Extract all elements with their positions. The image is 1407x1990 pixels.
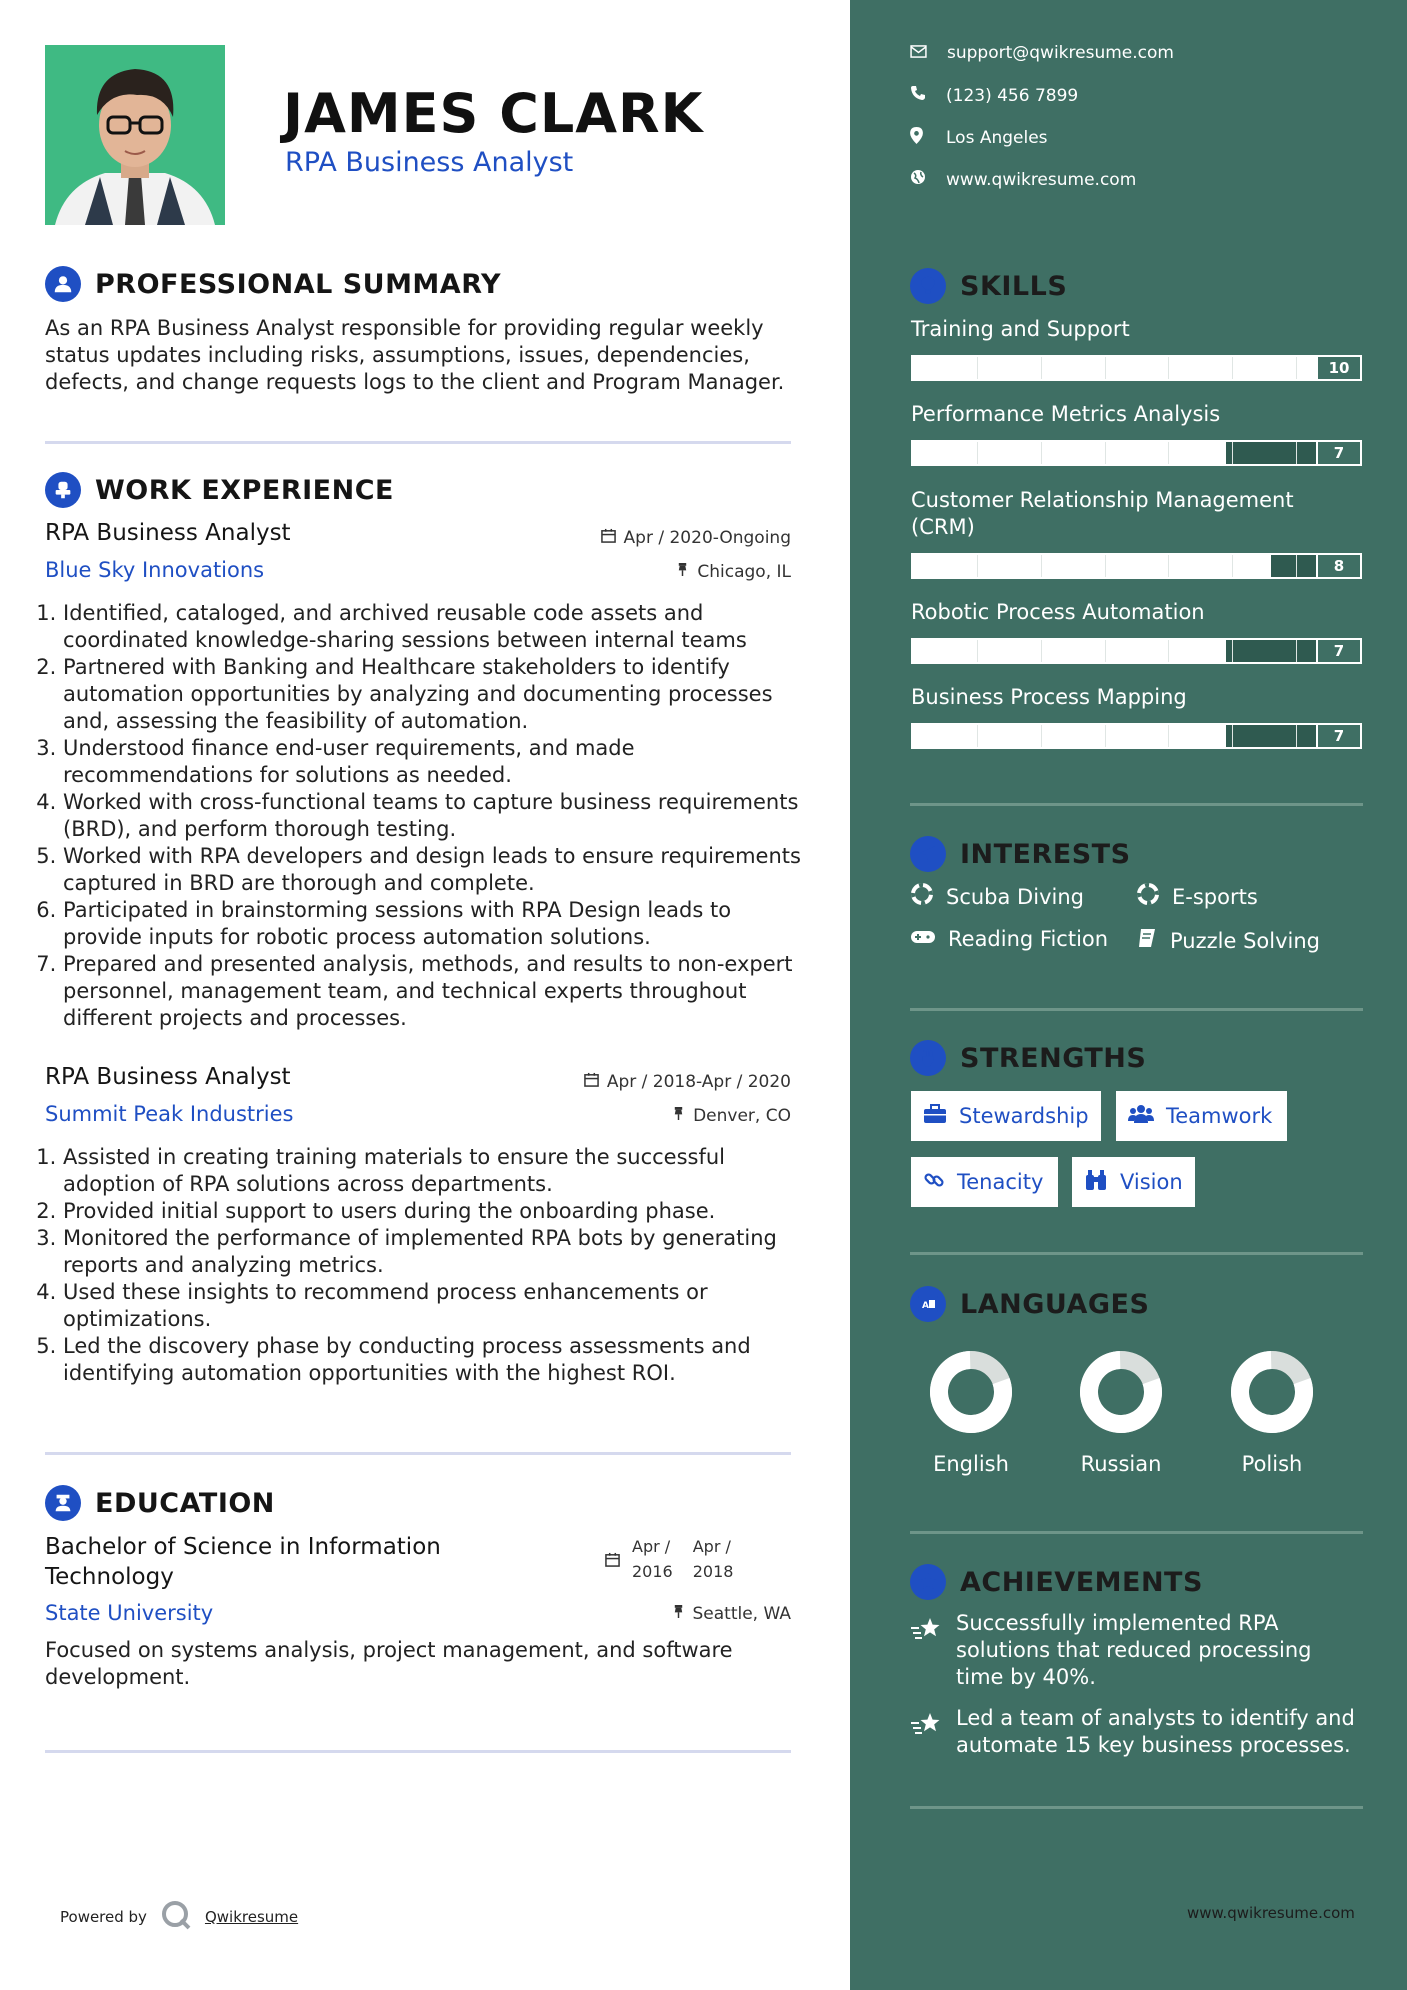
list-item: 4. Used these insights to recommend process enhancements or optimizations. — [63, 1279, 813, 1333]
skill-bar-segment — [1105, 555, 1106, 577]
skill-bar-segment — [977, 725, 978, 747]
job-title: RPA Business Analyst — [45, 520, 291, 546]
sidebar-divider — [910, 1252, 1363, 1255]
envelope-icon — [910, 43, 927, 63]
skill-bar-fill — [913, 640, 1226, 662]
job-bullets — [45, 1144, 813, 1387]
svg-text:A: A — [922, 1301, 929, 1311]
skill-bar-segment — [1232, 357, 1233, 379]
job-bullets — [45, 600, 813, 1032]
sidebar-divider — [910, 803, 1363, 806]
users-icon — [1128, 1104, 1154, 1129]
binoculars-icon — [1084, 1169, 1108, 1196]
skill-level: 8 — [1316, 555, 1360, 577]
raised-fist-icon — [910, 1040, 946, 1076]
skill-bar — [911, 723, 1362, 749]
skill-bar-segment — [1168, 442, 1169, 464]
interest-item — [910, 882, 1084, 911]
skill-bar-segment — [1041, 357, 1042, 379]
section-divider — [45, 1452, 791, 1455]
strengths-header — [910, 1040, 1146, 1076]
lifebuoy-icon — [1136, 882, 1160, 911]
language-donut — [928, 1349, 1014, 1435]
list-item: 3. Monitored the performance of implemented RPA bots by generating reports and analyzing metrics. — [63, 1225, 813, 1279]
skill-bar-segment — [1168, 640, 1169, 662]
skill-bar-segment — [1168, 725, 1169, 747]
powered-by — [60, 1900, 298, 1934]
skill-bar-segment — [977, 640, 978, 662]
skill-bar-segment — [1296, 640, 1297, 662]
list-item: 5. Worked with RPA developers and design leads to ensure requirements captured in BRD are thorough and complete. — [63, 843, 813, 897]
skill-label: Training and Support — [911, 317, 1130, 341]
skill-bar-segment — [1296, 357, 1297, 379]
edu-end-year: 2018 — [692, 1562, 734, 1581]
pin-icon — [672, 1106, 685, 1126]
strength-chip — [911, 1157, 1058, 1207]
list-item: 5. Led the discovery phase by conducting process assessments and identifying automation opportunities with the highest ROI. — [63, 1333, 813, 1387]
website-text: www.qwikresume.com — [946, 169, 1137, 190]
job-location-text: Chicago, IL — [697, 562, 791, 582]
skill-bar-segment — [1296, 442, 1297, 464]
interest-label: Reading Fiction — [948, 927, 1109, 951]
candidate-name: JAMES CLARK — [283, 82, 704, 145]
map-pin-icon — [910, 127, 923, 149]
list-item: 2. Provided initial support to users during the onboarding phase. — [63, 1198, 813, 1225]
summary-title: PROFESSIONAL SUMMARY — [95, 268, 502, 300]
list-item: 6. Participated in brainstorming sessions with RPA Design leads to provide inputs for robotic process automation solutions. — [63, 897, 813, 951]
skills-title: SKILLS — [960, 270, 1068, 302]
shooting-star-icon — [910, 1711, 942, 1759]
strength-chip — [911, 1091, 1101, 1141]
job-dates — [601, 528, 791, 548]
strength-label: Vision — [1120, 1170, 1183, 1194]
skill-bar-segment — [1105, 725, 1106, 747]
skill-bar-segment — [1041, 555, 1042, 577]
list-item: 1. Identified, cataloged, and archived reusable code assets and coordinated knowledge-sharing sessions between internal teams — [63, 600, 813, 654]
achievement-item — [910, 1705, 1366, 1759]
skill-bar-fill — [913, 442, 1226, 464]
qwikresume-logo-icon — [161, 1900, 191, 1934]
skill-bar-segment — [1105, 640, 1106, 662]
list-item: 4. Worked with cross-functional teams to capture business requirements (BRD), and perform thorough testing. — [63, 789, 813, 843]
skill-bar-segment — [1105, 357, 1106, 379]
job-title: RPA Business Analyst — [45, 1064, 291, 1090]
skill-label: Customer Relationship Management (CRM) — [911, 488, 1294, 539]
company-name: Blue Sky Innovations — [45, 558, 265, 582]
edu-start-month: Apr / — [632, 1537, 671, 1556]
skill-level: 7 — [1316, 442, 1360, 464]
list-item: 1. Assisted in creating training materials to ensure the successful adoption of RPA solutions across departments. — [63, 1144, 813, 1198]
section-divider — [45, 441, 791, 444]
list-item: 2. Partnered with Banking and Healthcare stakeholders to identify automation opportunities by analyzing and documenting processes and, assessing the feasibility of automation. — [63, 654, 813, 735]
strengths-title: STRENGTHS — [960, 1042, 1147, 1074]
skill-bar — [911, 440, 1362, 466]
summary-text: As an RPA Business Analyst responsible for providing regular weekly status updates including risks, assumptions, issues, dependencies, defects, and change requests logs to the client and Program Manager. — [45, 316, 785, 394]
job-dates-text: Apr / 2020-Ongoing — [623, 528, 791, 548]
strength-label: Teamwork — [1166, 1104, 1273, 1128]
language-label: English — [933, 1452, 1009, 1476]
skill-bar-fill — [913, 725, 1226, 747]
achievement-text: Successfully implemented RPA solutions that reduced processing time by 40%. — [956, 1611, 1312, 1689]
email-text: support@qwikresume.com — [947, 43, 1174, 63]
candidate-role: RPA Business Analyst — [285, 147, 574, 178]
skill-bar-segment — [1105, 442, 1106, 464]
skill-bar-segment — [977, 555, 978, 577]
sidebar-divider — [910, 1531, 1363, 1534]
language-donut — [1229, 1349, 1315, 1435]
degree: Bachelor of Science in Information Technology — [45, 1534, 441, 1590]
job-dates-text: Apr / 2018-Apr / 2020 — [606, 1072, 791, 1092]
skill-bar-segment — [1296, 725, 1297, 747]
skill-level: 10 — [1316, 357, 1360, 379]
interest-item — [1136, 927, 1320, 954]
strength-chip — [1116, 1091, 1287, 1141]
link-icon — [923, 1169, 945, 1196]
powered-by-label: Powered by — [60, 1908, 147, 1926]
achievements-title: ACHIEVEMENTS — [960, 1566, 1203, 1598]
strength-label: Tenacity — [957, 1170, 1044, 1194]
language-icon — [910, 1286, 946, 1322]
skill-bar-segment — [1041, 640, 1042, 662]
list-item: 3. Understood finance end-user requirements, and made recommendations for solutions as needed. — [63, 735, 813, 789]
graduate-icon — [45, 1485, 81, 1521]
skill-bar-segment — [1232, 725, 1233, 747]
skill-bar-segment — [1296, 555, 1297, 577]
interest-label: Scuba Diving — [946, 884, 1084, 909]
skill-bar-segment — [1232, 640, 1233, 662]
summary-header — [45, 266, 501, 302]
skill-level: 7 — [1316, 640, 1360, 662]
skill-bar-segment — [1168, 555, 1169, 577]
language-label: Polish — [1241, 1452, 1303, 1476]
briefcase-icon — [923, 1104, 947, 1129]
contact-location — [910, 127, 1048, 149]
languages-title: LANGUAGES — [960, 1288, 1150, 1320]
footer-website: www.qwikresume.com — [1187, 1904, 1355, 1922]
job-location — [676, 562, 791, 582]
job-location-text: Denver, CO — [693, 1106, 791, 1126]
job-location — [672, 1106, 791, 1126]
globe-icon — [910, 169, 926, 190]
skill-bar-segment — [977, 357, 978, 379]
lightbulb-icon — [910, 268, 946, 304]
gamepad-icon — [910, 927, 936, 951]
skill-bar-fill — [913, 555, 1271, 577]
sidebar-divider — [910, 1008, 1363, 1011]
edu-start-year: 2016 — [632, 1562, 673, 1581]
education-title: EDUCATION — [95, 1487, 275, 1519]
company-name: Summit Peak Industries — [45, 1102, 294, 1126]
skill-bar-segment — [1232, 442, 1233, 464]
contact-email — [910, 43, 1174, 63]
strength-chip — [1072, 1157, 1195, 1207]
calendar-icon — [584, 1072, 599, 1092]
skill-label: Performance Metrics Analysis — [911, 402, 1221, 426]
contact-website — [910, 169, 1136, 190]
briefcase-icon — [45, 472, 81, 508]
languages-header — [910, 1286, 1149, 1322]
interest-label: E-sports — [1172, 884, 1258, 909]
education-description: Focused on systems analysis, project management, and software development. — [45, 1638, 733, 1689]
interest-label: Puzzle Solving — [1170, 928, 1320, 953]
skill-label: Business Process Mapping — [911, 685, 1187, 709]
school-name: State University — [45, 1601, 214, 1625]
book-icon — [1136, 927, 1158, 954]
interests-header — [910, 836, 1131, 872]
lifebuoy-icon — [910, 882, 934, 911]
profile-photo — [45, 45, 225, 225]
achievement-text: Led a team of analysts to identify and automate 15 key business processes. — [956, 1706, 1355, 1757]
pin-icon — [672, 1604, 685, 1624]
phone-text: (123) 456 7899 — [946, 85, 1079, 106]
skill-bar-segment — [1041, 442, 1042, 464]
pin-icon — [676, 562, 689, 582]
achievement-item — [910, 1610, 1356, 1691]
language-label: Russian — [1080, 1452, 1162, 1476]
skill-bar — [911, 553, 1362, 579]
skill-bar-segment — [977, 442, 978, 464]
location-text: Los Angeles — [946, 128, 1048, 148]
list-item: 7. Prepared and presented analysis, methods, and results to non-expert personnel, management team, and technical experts throughout different projects and processes. — [63, 951, 813, 1032]
calendar-icon — [601, 528, 616, 548]
qwikresume-link[interactable]: Qwikresume — [204, 1908, 299, 1926]
interest-item — [910, 927, 1108, 951]
skills-header — [910, 268, 1067, 304]
star-badge-icon — [910, 1564, 946, 1600]
phone-icon — [910, 85, 926, 106]
experience-title: WORK EXPERIENCE — [95, 474, 394, 506]
skill-bar-segment — [1232, 555, 1233, 577]
education-dates — [605, 1534, 733, 1584]
skill-bar-fill — [913, 357, 1360, 379]
interests-title: INTERESTS — [960, 838, 1131, 870]
skill-label: Robotic Process Automation — [911, 600, 1205, 624]
job-dates — [584, 1072, 791, 1092]
edu-end-month: Apr / — [692, 1537, 731, 1556]
skill-bar — [911, 638, 1362, 664]
language-donut — [1078, 1349, 1164, 1435]
shooting-star-icon — [910, 1616, 942, 1691]
contact-phone — [910, 85, 1078, 106]
interest-item — [1136, 882, 1258, 911]
achievements-header — [910, 1564, 1203, 1600]
section-divider — [45, 1750, 791, 1753]
education-location — [672, 1604, 792, 1624]
paper-plane-icon — [910, 836, 946, 872]
experience-header — [45, 472, 394, 508]
skill-bar-segment — [1041, 725, 1042, 747]
sidebar-divider — [910, 1806, 1363, 1809]
skill-bar — [911, 355, 1362, 381]
strength-label: Stewardship — [959, 1104, 1089, 1128]
education-header — [45, 1485, 275, 1521]
user-icon — [45, 266, 81, 302]
skill-level: 7 — [1316, 725, 1360, 747]
skill-bar-segment — [1168, 357, 1169, 379]
calendar-icon — [605, 1549, 620, 1584]
education-location-text: Seattle, WA — [692, 1604, 791, 1624]
